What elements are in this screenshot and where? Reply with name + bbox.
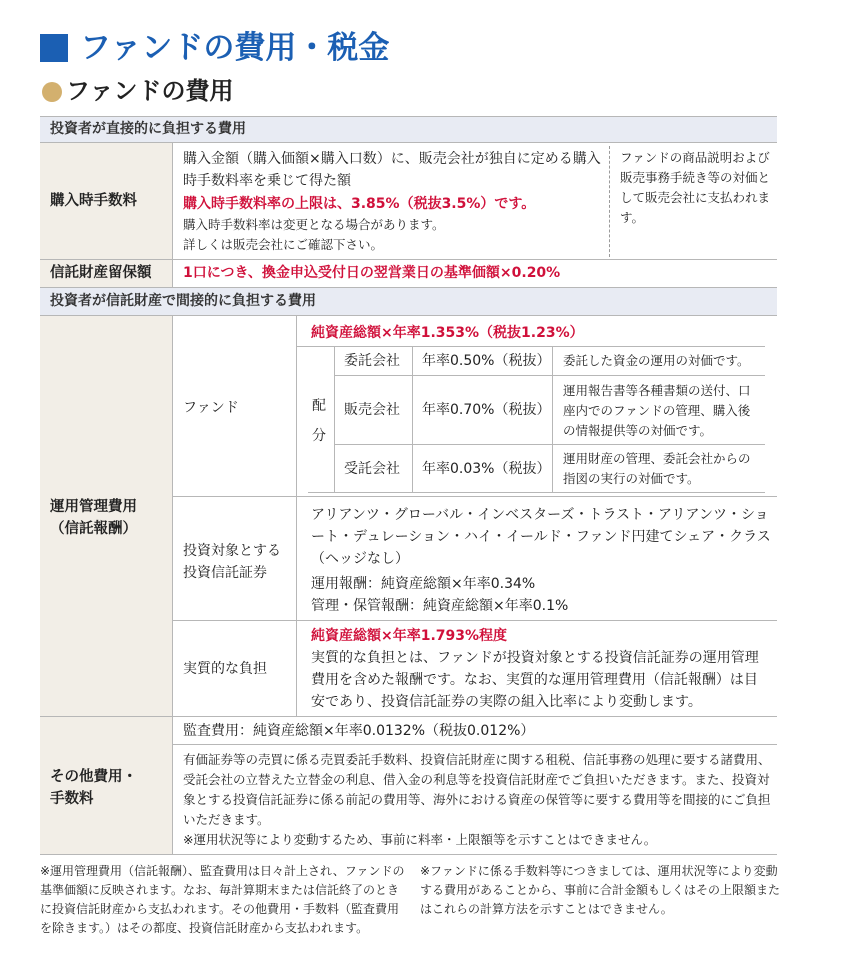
management-fee-label-line2: （信託報酬） bbox=[50, 521, 137, 537]
target-trust-fee-1: 運用報酬：純資産総額×年率0.34% bbox=[311, 576, 536, 592]
section-heading-direct: 投資者が直接的に負担する費用 bbox=[50, 121, 246, 137]
allocation-description: 委託した資金の運用の対価です。 bbox=[563, 353, 750, 368]
fund-label: ファンド bbox=[183, 400, 239, 416]
purchase-fee-description: 購入金額（購入価額×購入口数）に、販売会社が独自に定める購入時手数料率を乗じて得た額 bbox=[183, 151, 601, 189]
allocation-party: 販売会社 bbox=[344, 402, 400, 418]
allocation-rate: 年率0.03%（税抜） bbox=[422, 461, 551, 477]
management-fee-label-line1: 運用管理費用 bbox=[50, 499, 137, 515]
allocation-rate: 年率0.50%（税抜） bbox=[422, 353, 551, 369]
retention-value: 1口につき、換金申込受付日の翌営業日の基準価額×0.20% bbox=[183, 265, 561, 281]
section-heading-indirect: 投資者が信託財産で間接的に負担する費用 bbox=[50, 293, 316, 309]
purchase-fee-label: 購入時手数料 bbox=[50, 193, 137, 209]
other-fees-description: 有価証券等の売買に係る売買委託手数料、投資信託財産に関する租税、信託事務の処理に要する諸費用、受託会社の立替えた立替金の利息、借入金の利息等を投資信託財産でご負担いただきます。また、投資対象とする投資信託証券に係る前記の費用等、海外における資産の保管等に要する費用等を間接的にご負担いただきます。 bbox=[183, 752, 771, 827]
allocation-label-1: 配 bbox=[312, 398, 326, 414]
allocation-party: 受託会社 bbox=[344, 461, 400, 477]
purchase-fee-note-2: 詳しくは販売会社にご確認下さい。 bbox=[183, 237, 384, 252]
effective-burden-total: 純資産総額×年率1.793%程度 bbox=[311, 628, 508, 644]
allocation-label-2: 分 bbox=[312, 428, 326, 444]
purchase-fee-cap: 購入時手数料率の上限は、3.85%（税抜3.5%）です。 bbox=[183, 196, 536, 212]
effective-burden-description: 実質的な負担とは、ファンドが投資対象とする投資信託証券の運用管理費用を含めた報酬です。なお、実質的な運用管理費用（信託報酬）は目安であり、投資信託証券の実際の組入比率により変動します。 bbox=[311, 650, 759, 710]
bullet-dot-icon bbox=[42, 82, 62, 102]
allocation-rate: 年率0.70%（税抜） bbox=[422, 402, 551, 418]
target-trust-label-line1: 投資対象とする bbox=[183, 543, 281, 559]
purchase-fee-note-1: 購入時手数料率は変更となる場合があります。 bbox=[183, 217, 445, 232]
allocation-description: 運用財産の管理、委託会社からの指図の実行の対価です。 bbox=[563, 451, 751, 486]
allocation-description: 運用報告書等各種書類の送付、口座内でのファンドの管理、購入後の情報提供等の対価です。 bbox=[563, 383, 751, 438]
purchase-fee-side-note: ファンドの商品説明および販売事務手続き等の対価として販売会社に支払われます。 bbox=[620, 150, 771, 225]
allocation-party: 委託会社 bbox=[344, 353, 400, 369]
audit-fee: 監査費用：純資産総額×年率0.0132%（税抜0.012%） bbox=[183, 723, 535, 739]
target-trust-name: アリアンツ・グローバル・インベスターズ・トラスト・アリアンツ・ショート・デュレーション・ハイ・イールド・ファンド円建てシェア・クラス（ヘッジなし） bbox=[311, 507, 771, 567]
other-fees-note: ※運用状況等により変動するため、事前に料率・上限額等を示すことはできません。 bbox=[183, 832, 657, 847]
page-title: ファンドの費用・税金 bbox=[80, 30, 390, 66]
effective-burden-label: 実質的な負担 bbox=[183, 661, 267, 677]
target-trust-label-line2: 投資信託証券 bbox=[183, 565, 267, 581]
other-fees-label-line1: その他費用・ bbox=[50, 769, 137, 785]
fund-total-rate: 純資産総額×年率1.353%（税抜1.23%） bbox=[311, 325, 584, 341]
footnote-right: ※ファンドに係る手数料等につきましては、運用状況等により変動する費用があることから、事前に合計金額もしくはその上限額またはこれらの計算方法を示すことはできません。 bbox=[420, 864, 781, 916]
footnote-left: ※運用管理費用（信託報酬）、監査費用は日々計上され、ファンドの基準価額に反映されます。なお、毎計算期末または信託終了のときに投資信託財産から支払われます。その他費用・手数料（監査費用を除きます。）はその都度、投資信託財産から支払われます。 bbox=[40, 864, 405, 935]
section-subtitle: ファンドの費用 bbox=[66, 77, 234, 105]
other-fees-label-line2: 手数料 bbox=[50, 791, 94, 807]
target-trust-fee-2: 管理・保管報酬：純資産総額×年率0.1% bbox=[311, 598, 569, 614]
retention-label: 信託財産留保額 bbox=[50, 265, 152, 281]
title-square-icon bbox=[40, 34, 68, 62]
